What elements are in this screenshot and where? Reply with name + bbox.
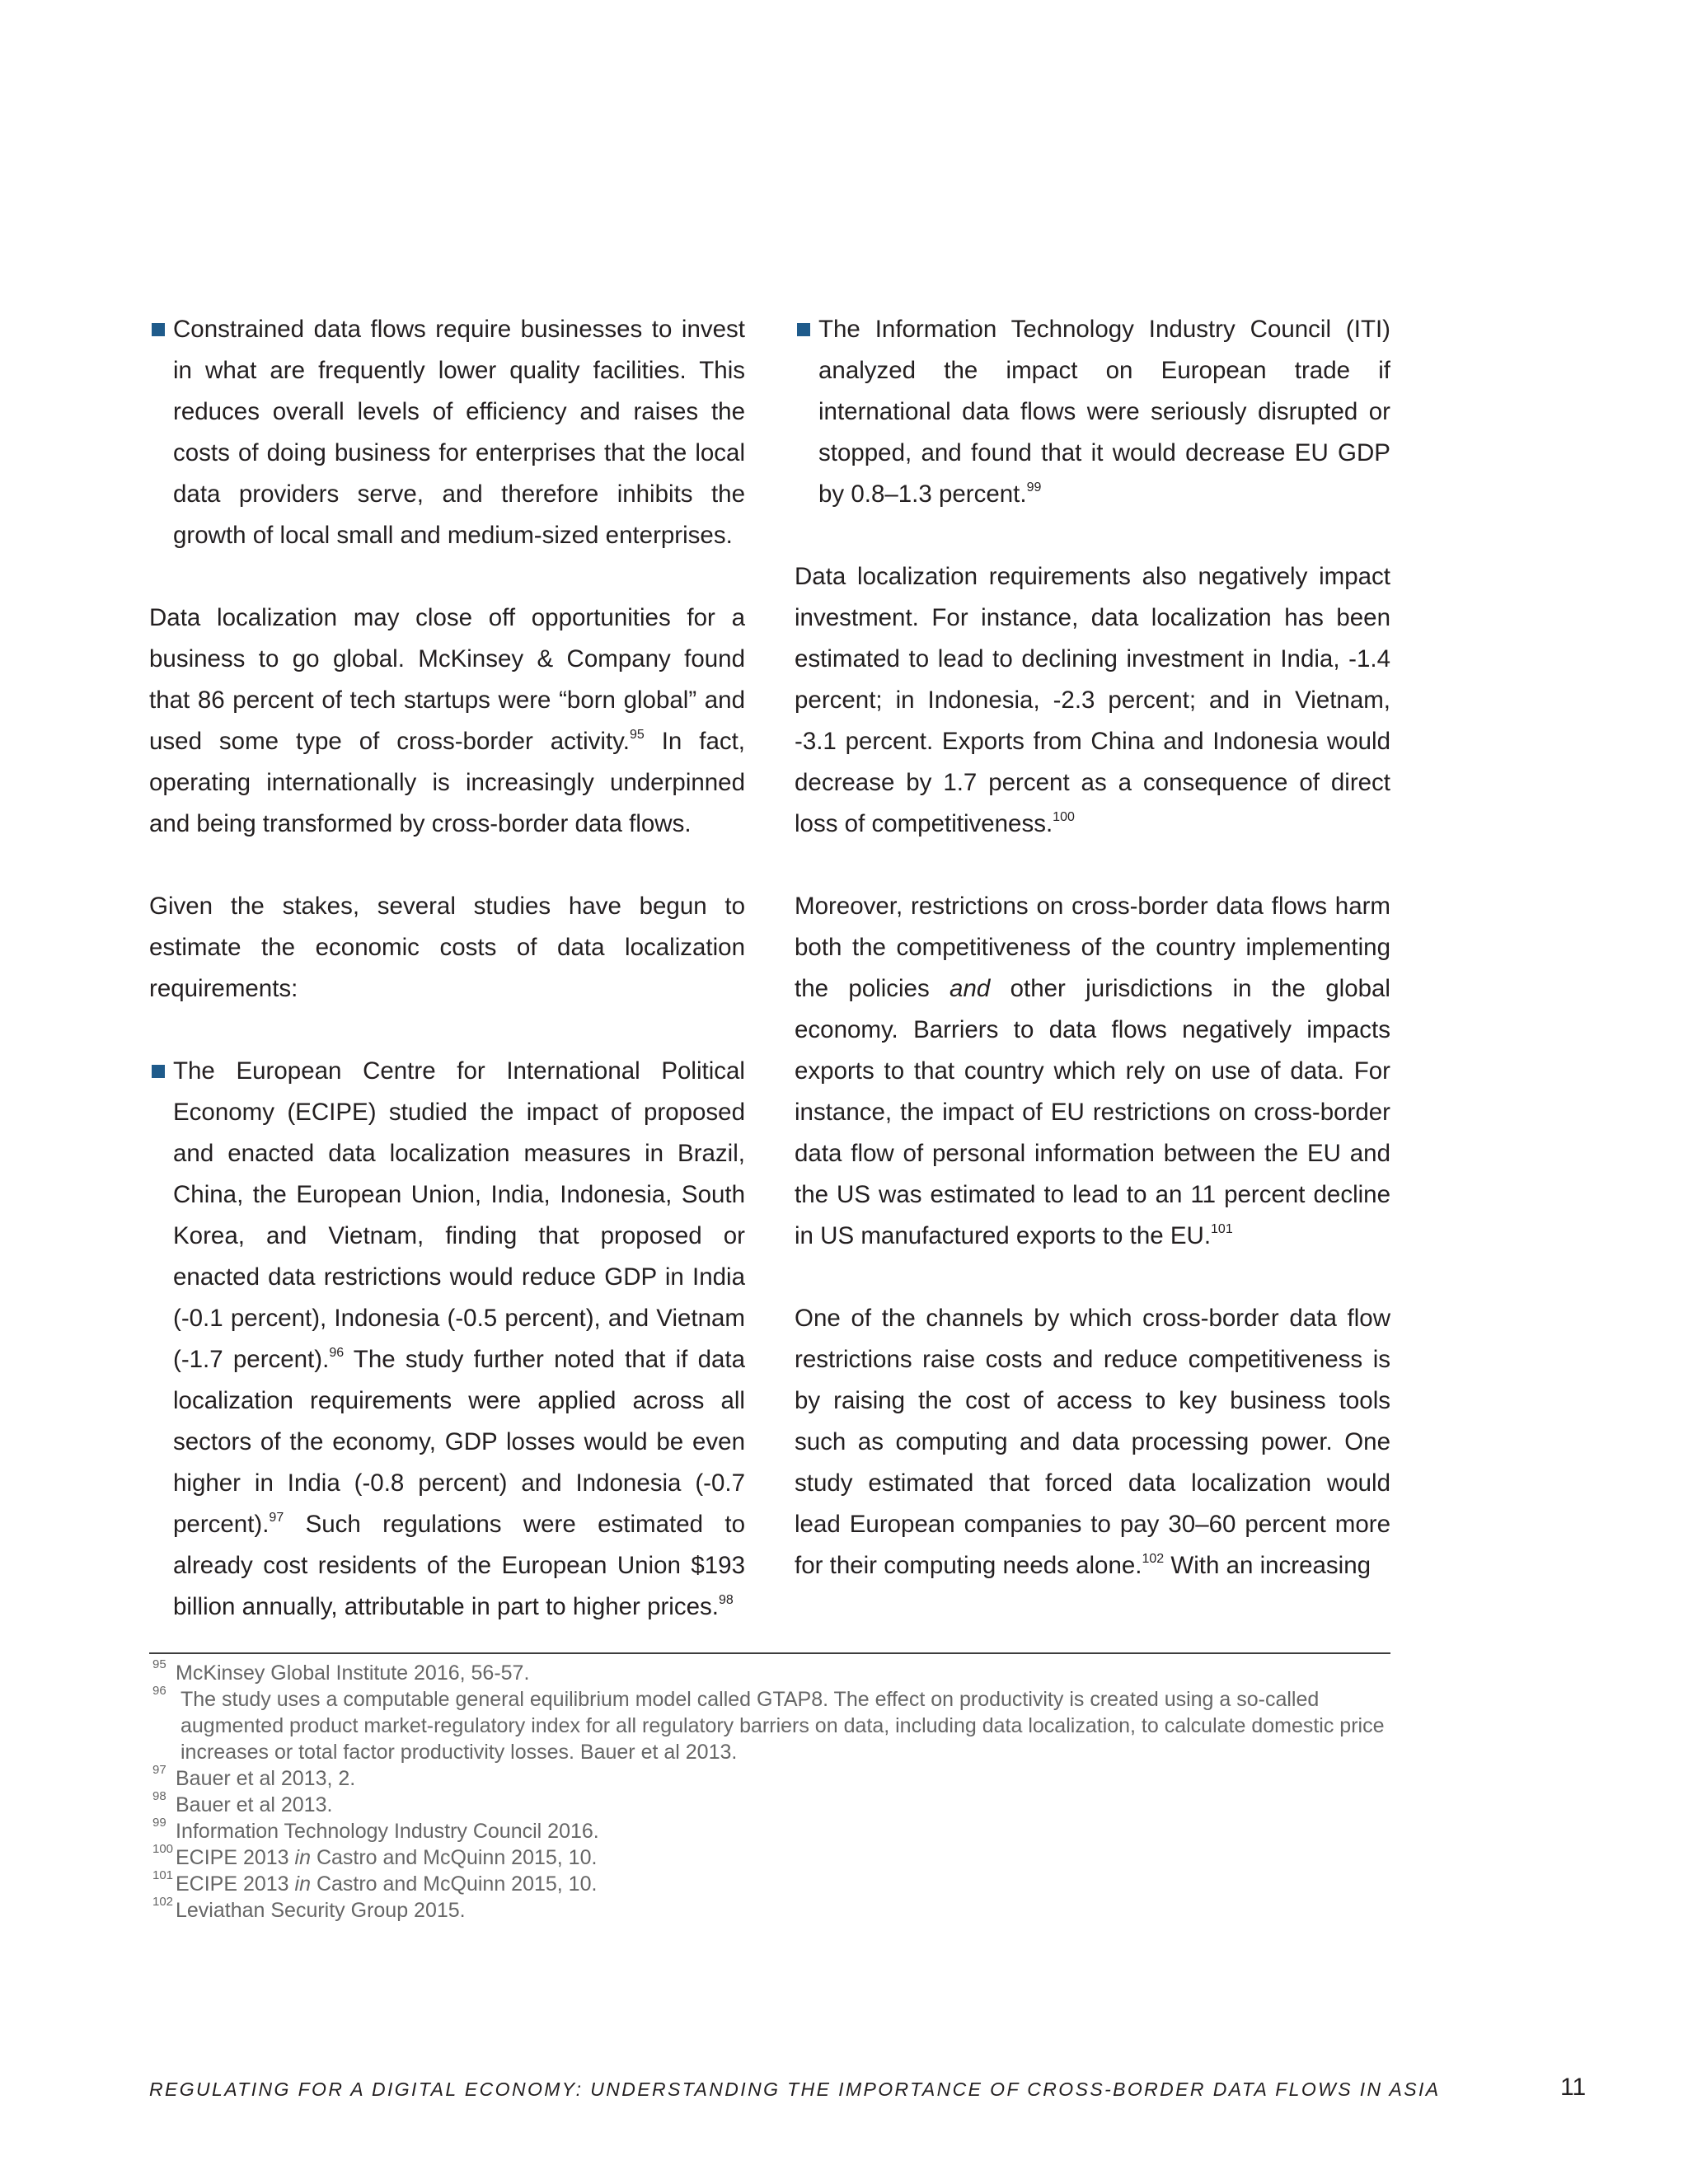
footnote-text: Information Technology Industry Council 2016. (176, 1820, 599, 1843)
footnote-ref[interactable]: 95 (629, 728, 645, 742)
footnote-ref[interactable]: 99 (1026, 480, 1042, 494)
footnote-item (149, 1844, 1390, 1871)
footnote-text: Bauer et al 2013, 2. (176, 1767, 356, 1790)
paragraph-text: With an increasing (1164, 1552, 1372, 1579)
footnote-text: ECIPE 2013 (176, 1846, 295, 1869)
footnote-text: Leviathan Security Group 2015. (176, 1899, 466, 1922)
footnote-text: Castro and McQuinn 2015, 10. (311, 1846, 598, 1869)
emphasis: in (294, 1872, 311, 1896)
footnote-number: 98 (152, 1789, 166, 1803)
bullet-item (149, 1051, 745, 1628)
footnote-ref[interactable]: 97 (269, 1511, 284, 1525)
footnote-ref[interactable]: 96 (329, 1346, 345, 1360)
footnote-item (149, 1897, 1390, 1924)
footnote-number: 101 (152, 1868, 174, 1882)
left-column (149, 309, 745, 1669)
paragraph-text: other jurisdictions in the global economy. Barriers to data flows negatively impacts exports to that country which rely on use of data. For instance, the impact of EU restrictions on cross-border data flow of personal information between the EU and the US was estimated to lead to an 11 percent decline in US manufactured exports to the EU. (795, 975, 1390, 1249)
bullet-text: The Information Technology Industry Council (ITI) analyzed the impact on European trade if international data flows were seriously disrupted or stopped, and found that it would decrease EU GDP by 0.8–1.3 percent. (818, 316, 1390, 508)
paragraph-text: In fact, operating internationally is increasingly underpinned and being transformed by cross-border data flows. (149, 728, 745, 837)
paragraph (149, 886, 745, 1010)
footnote-text: ECIPE 2013 (176, 1872, 295, 1896)
footnote-number: 100 (152, 1842, 174, 1856)
footnote-item (149, 1868, 1390, 1897)
paragraph-text: Given the stakes, several studies have begun to estimate the economic costs of data localization requirements: (149, 893, 745, 1002)
bullet-text: The study further noted that if data localization requirements were applied across all sectors of the economy, GDP losses would be even higher in India (-0.8 percent) and Indonesia (-0.7 percent). (173, 1346, 745, 1538)
paragraph (795, 556, 1390, 845)
bullet-item (795, 309, 1390, 515)
paragraph-text: Data localization may close off opportunities for a business to go global. McKinsey & Company found that 86 percent of tech startups were “born global” and used some type of cross-border activity. (149, 604, 745, 755)
footnotes (149, 1657, 1390, 1924)
emphasis: and (950, 975, 991, 1002)
square-bullet-icon (152, 323, 165, 336)
paragraph (795, 1298, 1390, 1586)
footnote-number: 96 (152, 1684, 166, 1698)
footnote-ref[interactable]: 101 (1211, 1222, 1233, 1236)
bullet-item (149, 309, 745, 556)
paragraph (795, 886, 1390, 1257)
bullet-text: Constrained data flows require businesses to invest in what are frequently lower quality facilities. This reduces overall levels of efficiency and raises the costs of doing business for enterprises that the local data providers serve, and therefore inhibits the growth of local small and medium-sized enterprises. (173, 316, 745, 549)
paragraph-text: Data localization requirements also negatively impact investment. For instance, data localization has been estimated to lead to declining investment in India, -1.4 percent; in Indonesia, -2.3 percent; and in Vietnam, -3.1 percent. Exports from China and Indonesia would decrease by 1.7 percent as a consequence of direct loss of competitiveness. (795, 563, 1390, 837)
footnote-item (149, 1818, 1390, 1844)
footnote-ref[interactable]: 98 (718, 1593, 734, 1607)
page-number: 11 (1560, 2074, 1587, 2101)
footnote-number: 95 (152, 1657, 166, 1671)
paragraph-text: Moreover, restrictions on cross-border data flows harm both the competitiveness of the country implementing the policies (795, 893, 1390, 1002)
paragraph (149, 598, 745, 845)
footnote-text: Bauer et al 2013. (176, 1793, 333, 1816)
bullet-text: Such regulations were estimated to already cost residents of the European Union $193 billion annually, attributable in part to higher prices. (173, 1511, 745, 1620)
footnote-text: McKinsey Global Institute 2016, 56-57. (176, 1661, 530, 1685)
bullet-text: The European Centre for International Political Economy (ECIPE) studied the impact of proposed and enacted data localization measures in Brazil, China, the European Union, India, Indonesia, South Korea, and Vietnam, finding that proposed or enacted data restrictions would reduce GDP in India (-0.1 percent), Indonesia (-0.5 percent), and Vietnam (-1.7 percent). (173, 1057, 745, 1373)
footnote-item (149, 1789, 1390, 1818)
footnote-item (149, 1657, 1390, 1686)
footnote-divider (149, 1652, 1390, 1654)
paragraph-text: One of the channels by which cross-border data flow restrictions raise costs and reduce competitiveness is by raising the cost of access to key business tools such as computing and data processing power. One study estimated that forced data localization would lead European companies to pay 30–60 percent more for their computing needs alone. (795, 1305, 1390, 1579)
footnote-ref[interactable]: 100 (1053, 810, 1075, 824)
running-footer-title: REGULATING FOR A DIGITAL ECONOMY: UNDERSTANDING THE IMPORTANCE OF CROSS-BORDER DATA FLOWS IN ASIA (149, 2079, 1441, 2100)
square-bullet-icon (797, 323, 810, 336)
footnote-number: 97 (152, 1763, 166, 1777)
footnote-text: The study uses a computable general equilibrium model called GTAP8. The effect on productivity is created using a so-called augmented product market-regulatory index for all regulatory barriers on data, including data localization, to calculate domestic price increases or total factor productivity losses. Bauer et al 2013. (181, 1688, 1385, 1764)
right-column (795, 309, 1390, 1586)
emphasis: in (294, 1846, 311, 1869)
footnote-ref[interactable]: 102 (1142, 1552, 1165, 1566)
footnote-text: Castro and McQuinn 2015, 10. (311, 1872, 598, 1896)
footnote-item (149, 1686, 1390, 1765)
footnote-number: 102 (152, 1895, 174, 1909)
footnote-item (149, 1765, 1390, 1792)
square-bullet-icon (152, 1065, 165, 1078)
footnote-number: 99 (152, 1816, 166, 1830)
